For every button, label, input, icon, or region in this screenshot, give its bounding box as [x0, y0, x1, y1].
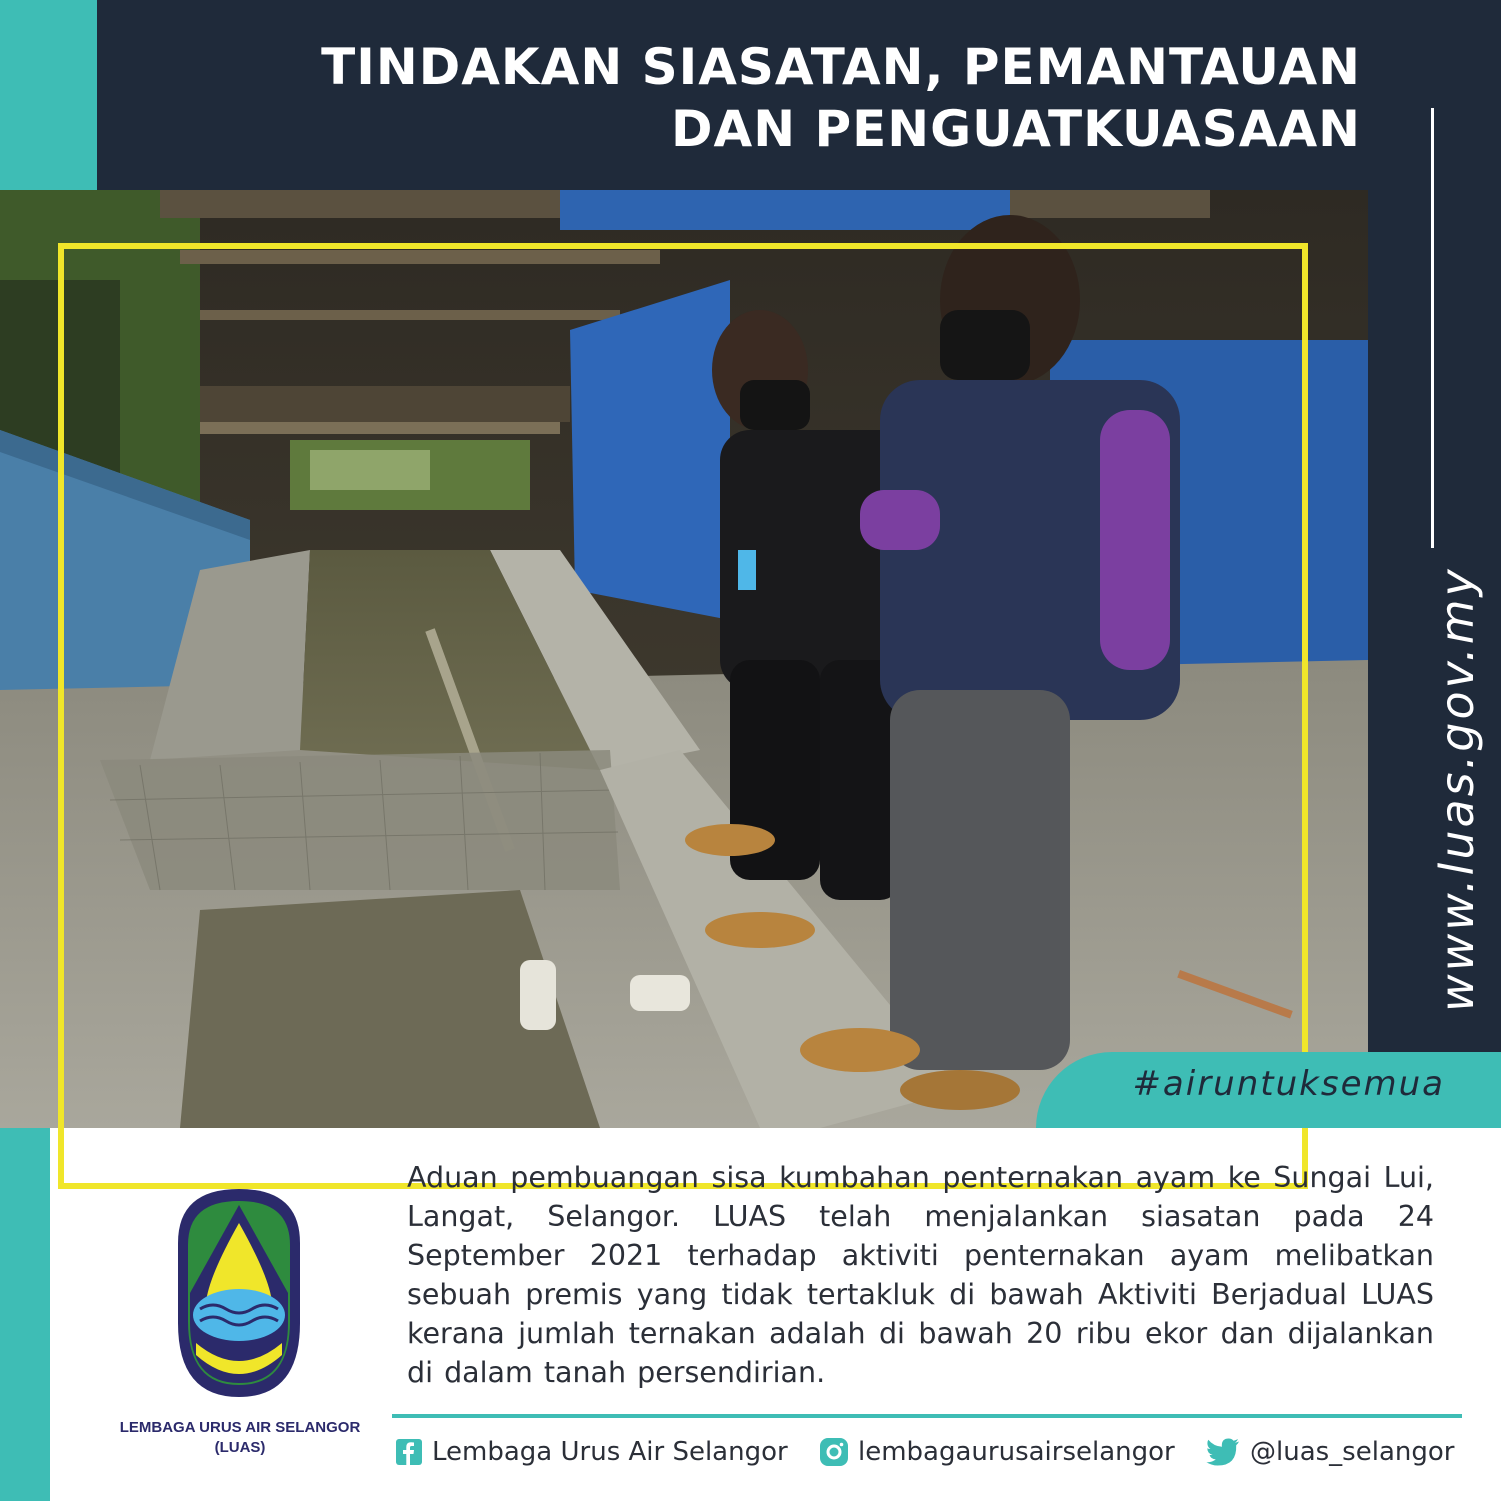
org-name-line-1: LEMBAGA URUS AIR SELANGOR [119, 1419, 361, 1436]
twitter-icon [1206, 1438, 1240, 1466]
instagram-link[interactable] [820, 1432, 1175, 1472]
inspection-photo-illustration [0, 190, 1368, 1128]
facebook-icon [396, 1439, 422, 1465]
page-title [261, 36, 1361, 160]
hashtag-tab [1036, 1052, 1501, 1128]
luas-logo [168, 1183, 310, 1403]
organization-name [90, 1418, 390, 1458]
facebook-handle: Lembaga Urus Air Selangor [432, 1437, 788, 1467]
org-name-line-2: (LUAS) [214, 1439, 266, 1456]
title-line-1: TINDAKAN SIASATAN, PEMANTAUAN [321, 38, 1361, 96]
twitter-handle: @luas_selangor [1250, 1437, 1455, 1467]
inspection-photo [0, 190, 1368, 1128]
instagram-icon [820, 1438, 848, 1466]
teal-accent-bottom [0, 1128, 50, 1501]
teal-accent-top [0, 0, 97, 190]
facebook-link[interactable] [396, 1432, 788, 1472]
hashtag-text: #airuntuksemua [1132, 1064, 1445, 1104]
description-text: Aduan pembuangan sisa kumbahan penternakan ayam ke Sungai Lui, Langat, Selangor. LUAS telah menjalankan siasatan pada 24 September 2021 terhadap aktiviti penternakan ayam melibatkan sebuah premis yang tidak tertakluk di bawah Aktiviti Berjadual LUAS kerana jumlah ternakan adalah di bawah 20 ribu ekor dan dijalankan di dalam tanah persendirian. [407, 1161, 1434, 1389]
side-divider [1431, 108, 1434, 548]
title-line-2: DAN PENGUATKUASAAN [671, 100, 1361, 158]
twitter-link[interactable] [1206, 1432, 1454, 1472]
website-url[interactable]: www.luas.gov.my [1430, 566, 1484, 1012]
footer-divider [392, 1414, 1462, 1418]
instagram-handle: lembagaurusairselangor [858, 1437, 1175, 1467]
